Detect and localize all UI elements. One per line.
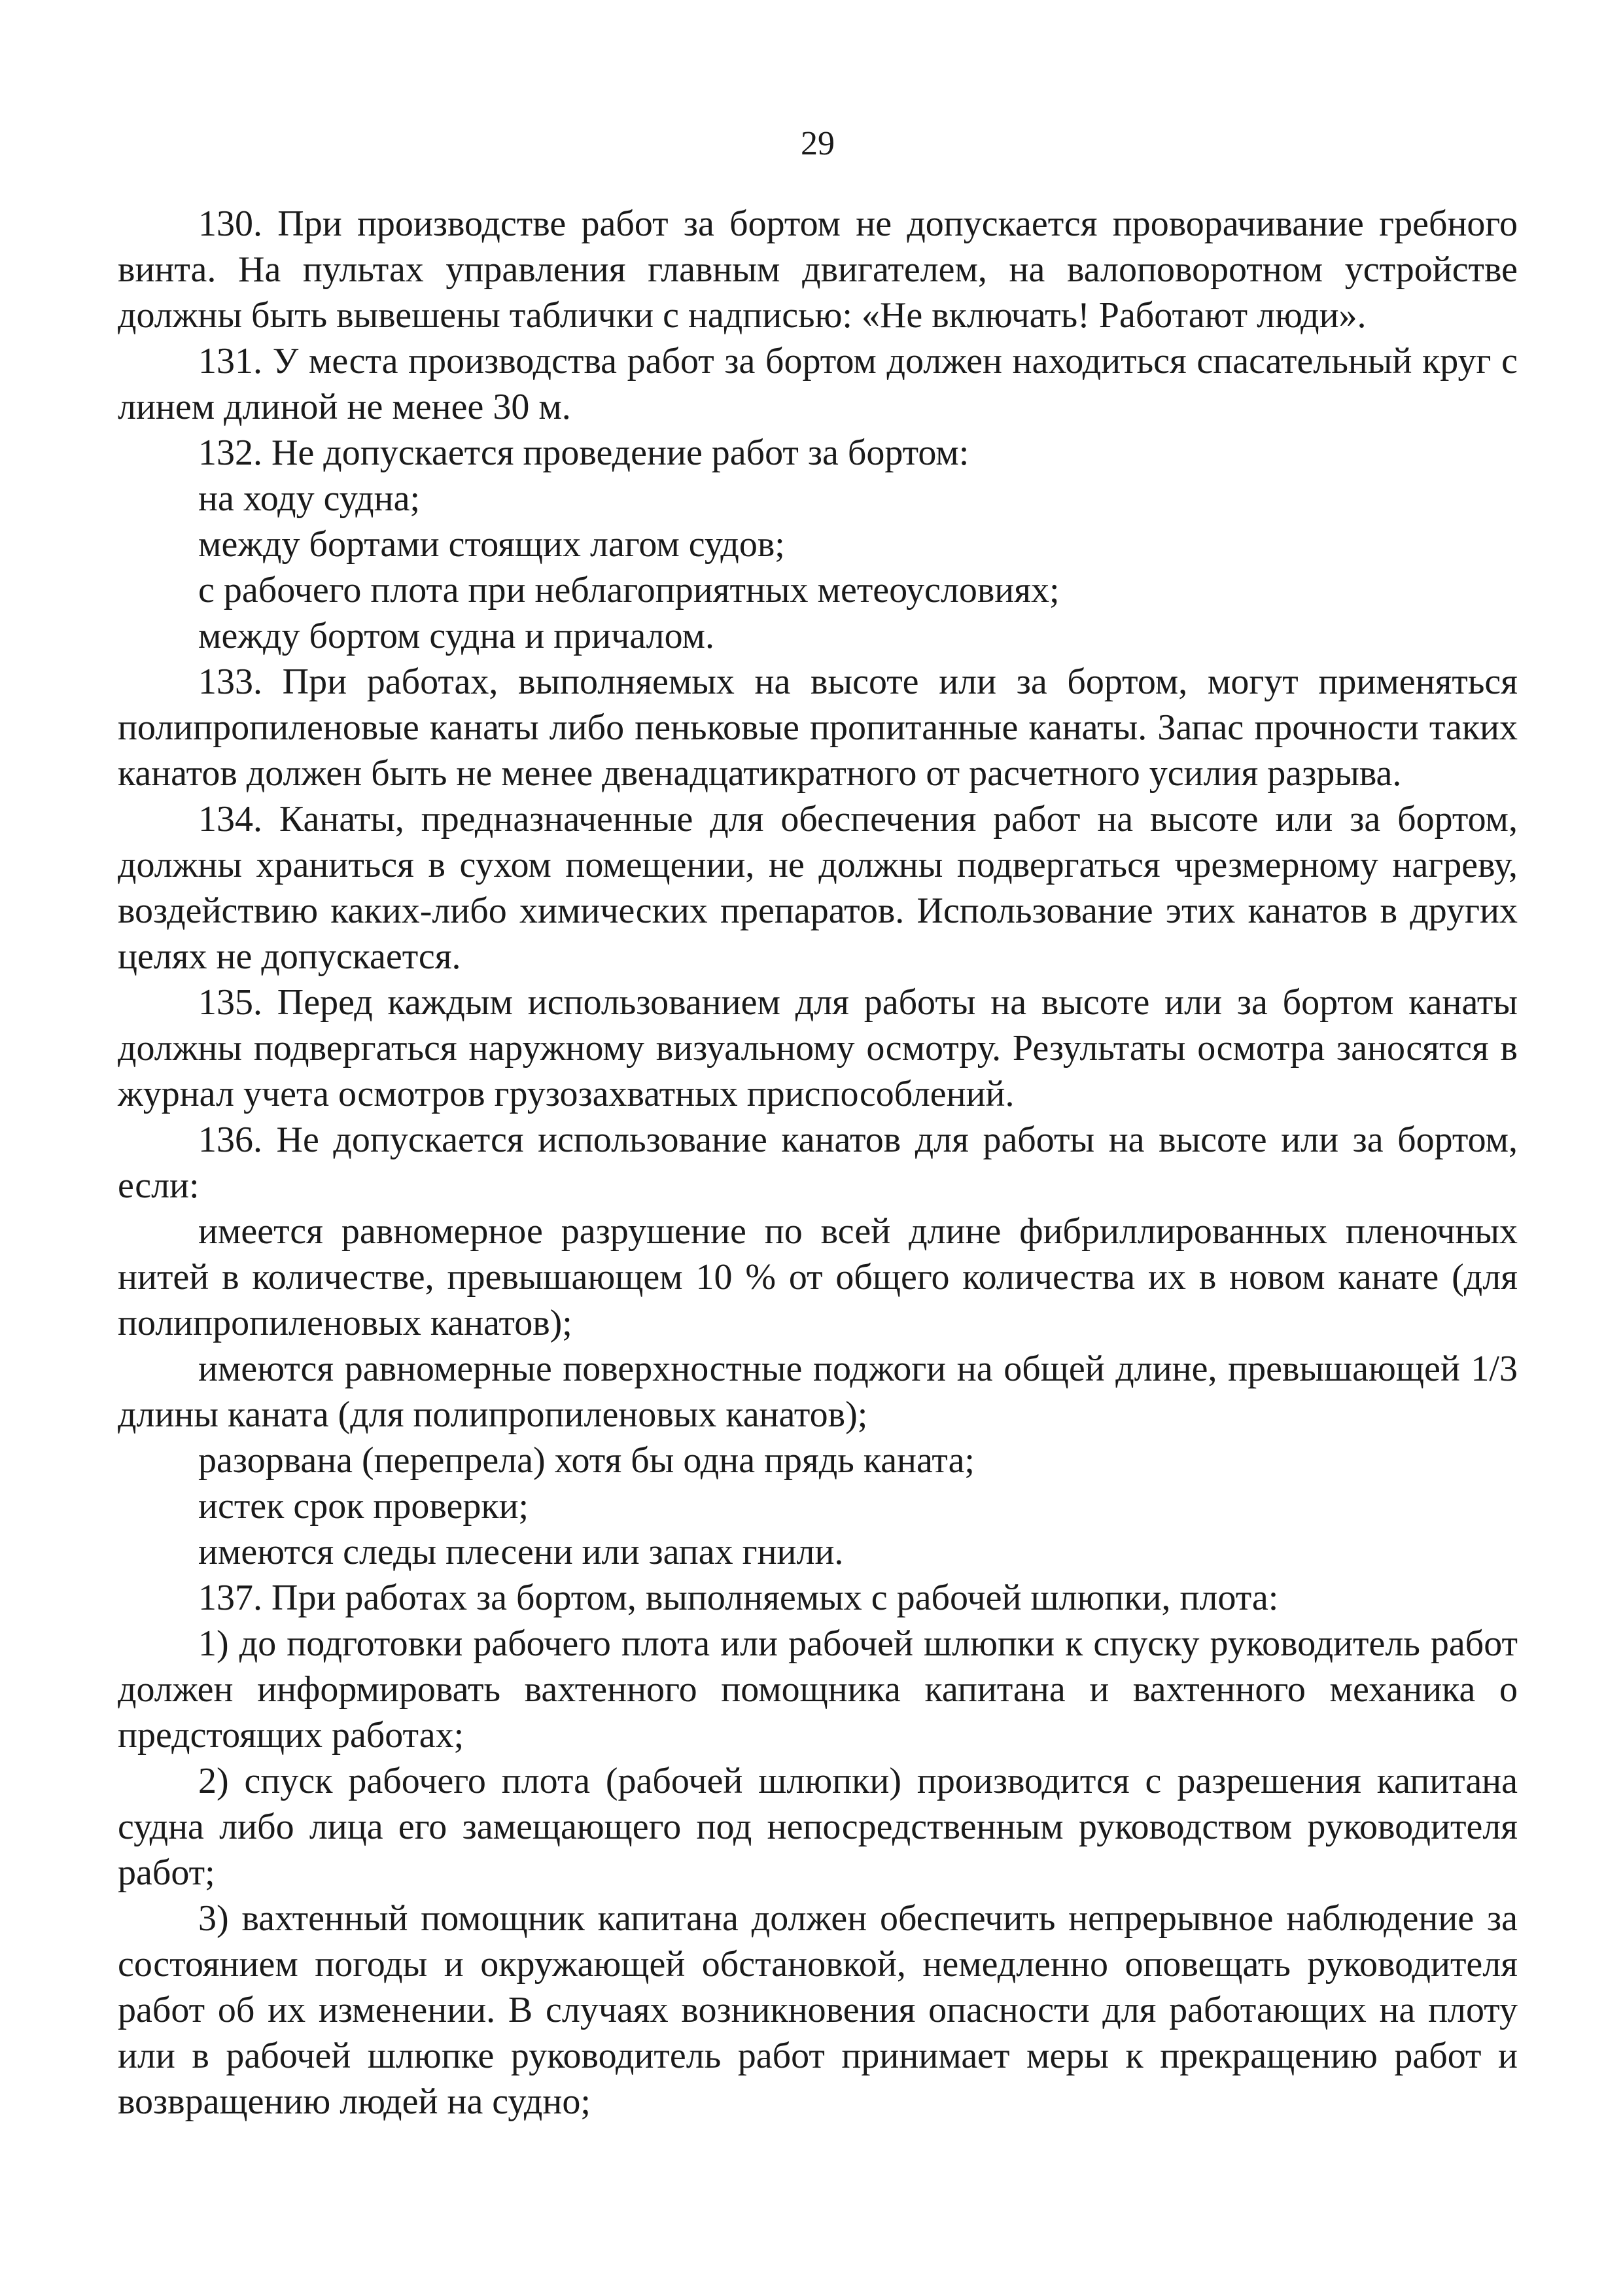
list-item: между бортами стоящих лагом судов; <box>198 524 785 565</box>
list-item: имеется равномерное разрушение по всей длине фибриллированных пленочных нитей в количестве, превышающем 10 % от общего количества их в новом канате (для полипропиленовых канатов); <box>118 1211 1518 1343</box>
paragraph-130: 130. При производстве работ за бортом не допускается проворачивание гребного винта. На пультах управления главным двигателем, на валоповоротном устройстве должны быть вывешены таблички с надписью: «Не включать! Работают люди». <box>118 203 1518 336</box>
document-page <box>118 98 1518 2125</box>
list-item: разорвана (перепрела) хотя бы одна прядь каната; <box>198 1440 975 1481</box>
paragraph-131: 131. У места производства работ за бортом должен находиться спасательный круг с линем длиной не менее 30 м. <box>118 341 1518 427</box>
document-body <box>118 201 1518 2125</box>
paragraph-132: 132. Не допускается проведение работ за бортом: <box>198 433 969 473</box>
list-item: на ходу судна; <box>198 478 421 519</box>
paragraph-134: 134. Канаты, предназначенные для обеспечения работ на высоте или за бортом, должны храниться в сухом помещении, не должны подвергаться чрезмерному нагреву, воздействию каких-либо химических препаратов. Использование этих канатов в других целях не допускается. <box>118 799 1518 977</box>
list-item: истек срок проверки; <box>198 1486 529 1527</box>
paragraph-135: 135. Перед каждым использованием для работы на высоте или за бортом канаты должны подвергаться наружному визуальному осмотру. Результаты осмотра заносятся в журнал учета осмотров грузозахватных приспособлений. <box>118 982 1518 1114</box>
paragraph-133: 133. При работах, выполняемых на высоте или за бортом, могут применяться полипропиленовые канаты либо пеньковые пропитанные канаты. Запас прочности таких канатов должен быть не менее двенадцатикратного от расчетного усилия разрыва. <box>118 662 1518 794</box>
numbered-item-3: 3) вахтенный помощник капитана должен обеспечить непрерывное наблюдение за состоянием погоды и окружающей обстановкой, немедленно оповещать руководителя работ об их изменении. В случаях возникновения опасности для работающих на плоту или в рабочей шлюпке руководитель работ принимает меры к прекращению работ и возвращению людей на судно; <box>118 1898 1518 2122</box>
numbered-item-1: 1) до подготовки рабочего плота или рабочей шлюпки к спуску руководитель работ должен информировать вахтенного помощника капитана и вахтенного механика о предстоящих работах; <box>118 1623 1518 1756</box>
paragraph-137: 137. При работах за бортом, выполняемых с рабочей шлюпки, плота: <box>198 1578 1279 1618</box>
page-number: 29 <box>801 125 835 162</box>
list-item: имеются следы плесени или запах гнили. <box>198 1532 844 1572</box>
list-item: имеются равномерные поверхностные поджоги на общей длине, превышающей 1/3 длины каната (для полипропиленовых канатов); <box>118 1349 1518 1435</box>
list-item: между бортом судна и причалом. <box>198 616 714 656</box>
paragraph-136: 136. Не допускается использование канатов для работы на высоте или за бортом, если: <box>118 1120 1518 1206</box>
numbered-item-2: 2) спуск рабочего плота (рабочей шлюпки) производится с разрешения капитана судна либо лица его замещающего под непосредственным руководством руководителя работ; <box>118 1761 1518 1893</box>
list-item: с рабочего плота при неблагоприятных метеоусловиях; <box>198 570 1060 610</box>
